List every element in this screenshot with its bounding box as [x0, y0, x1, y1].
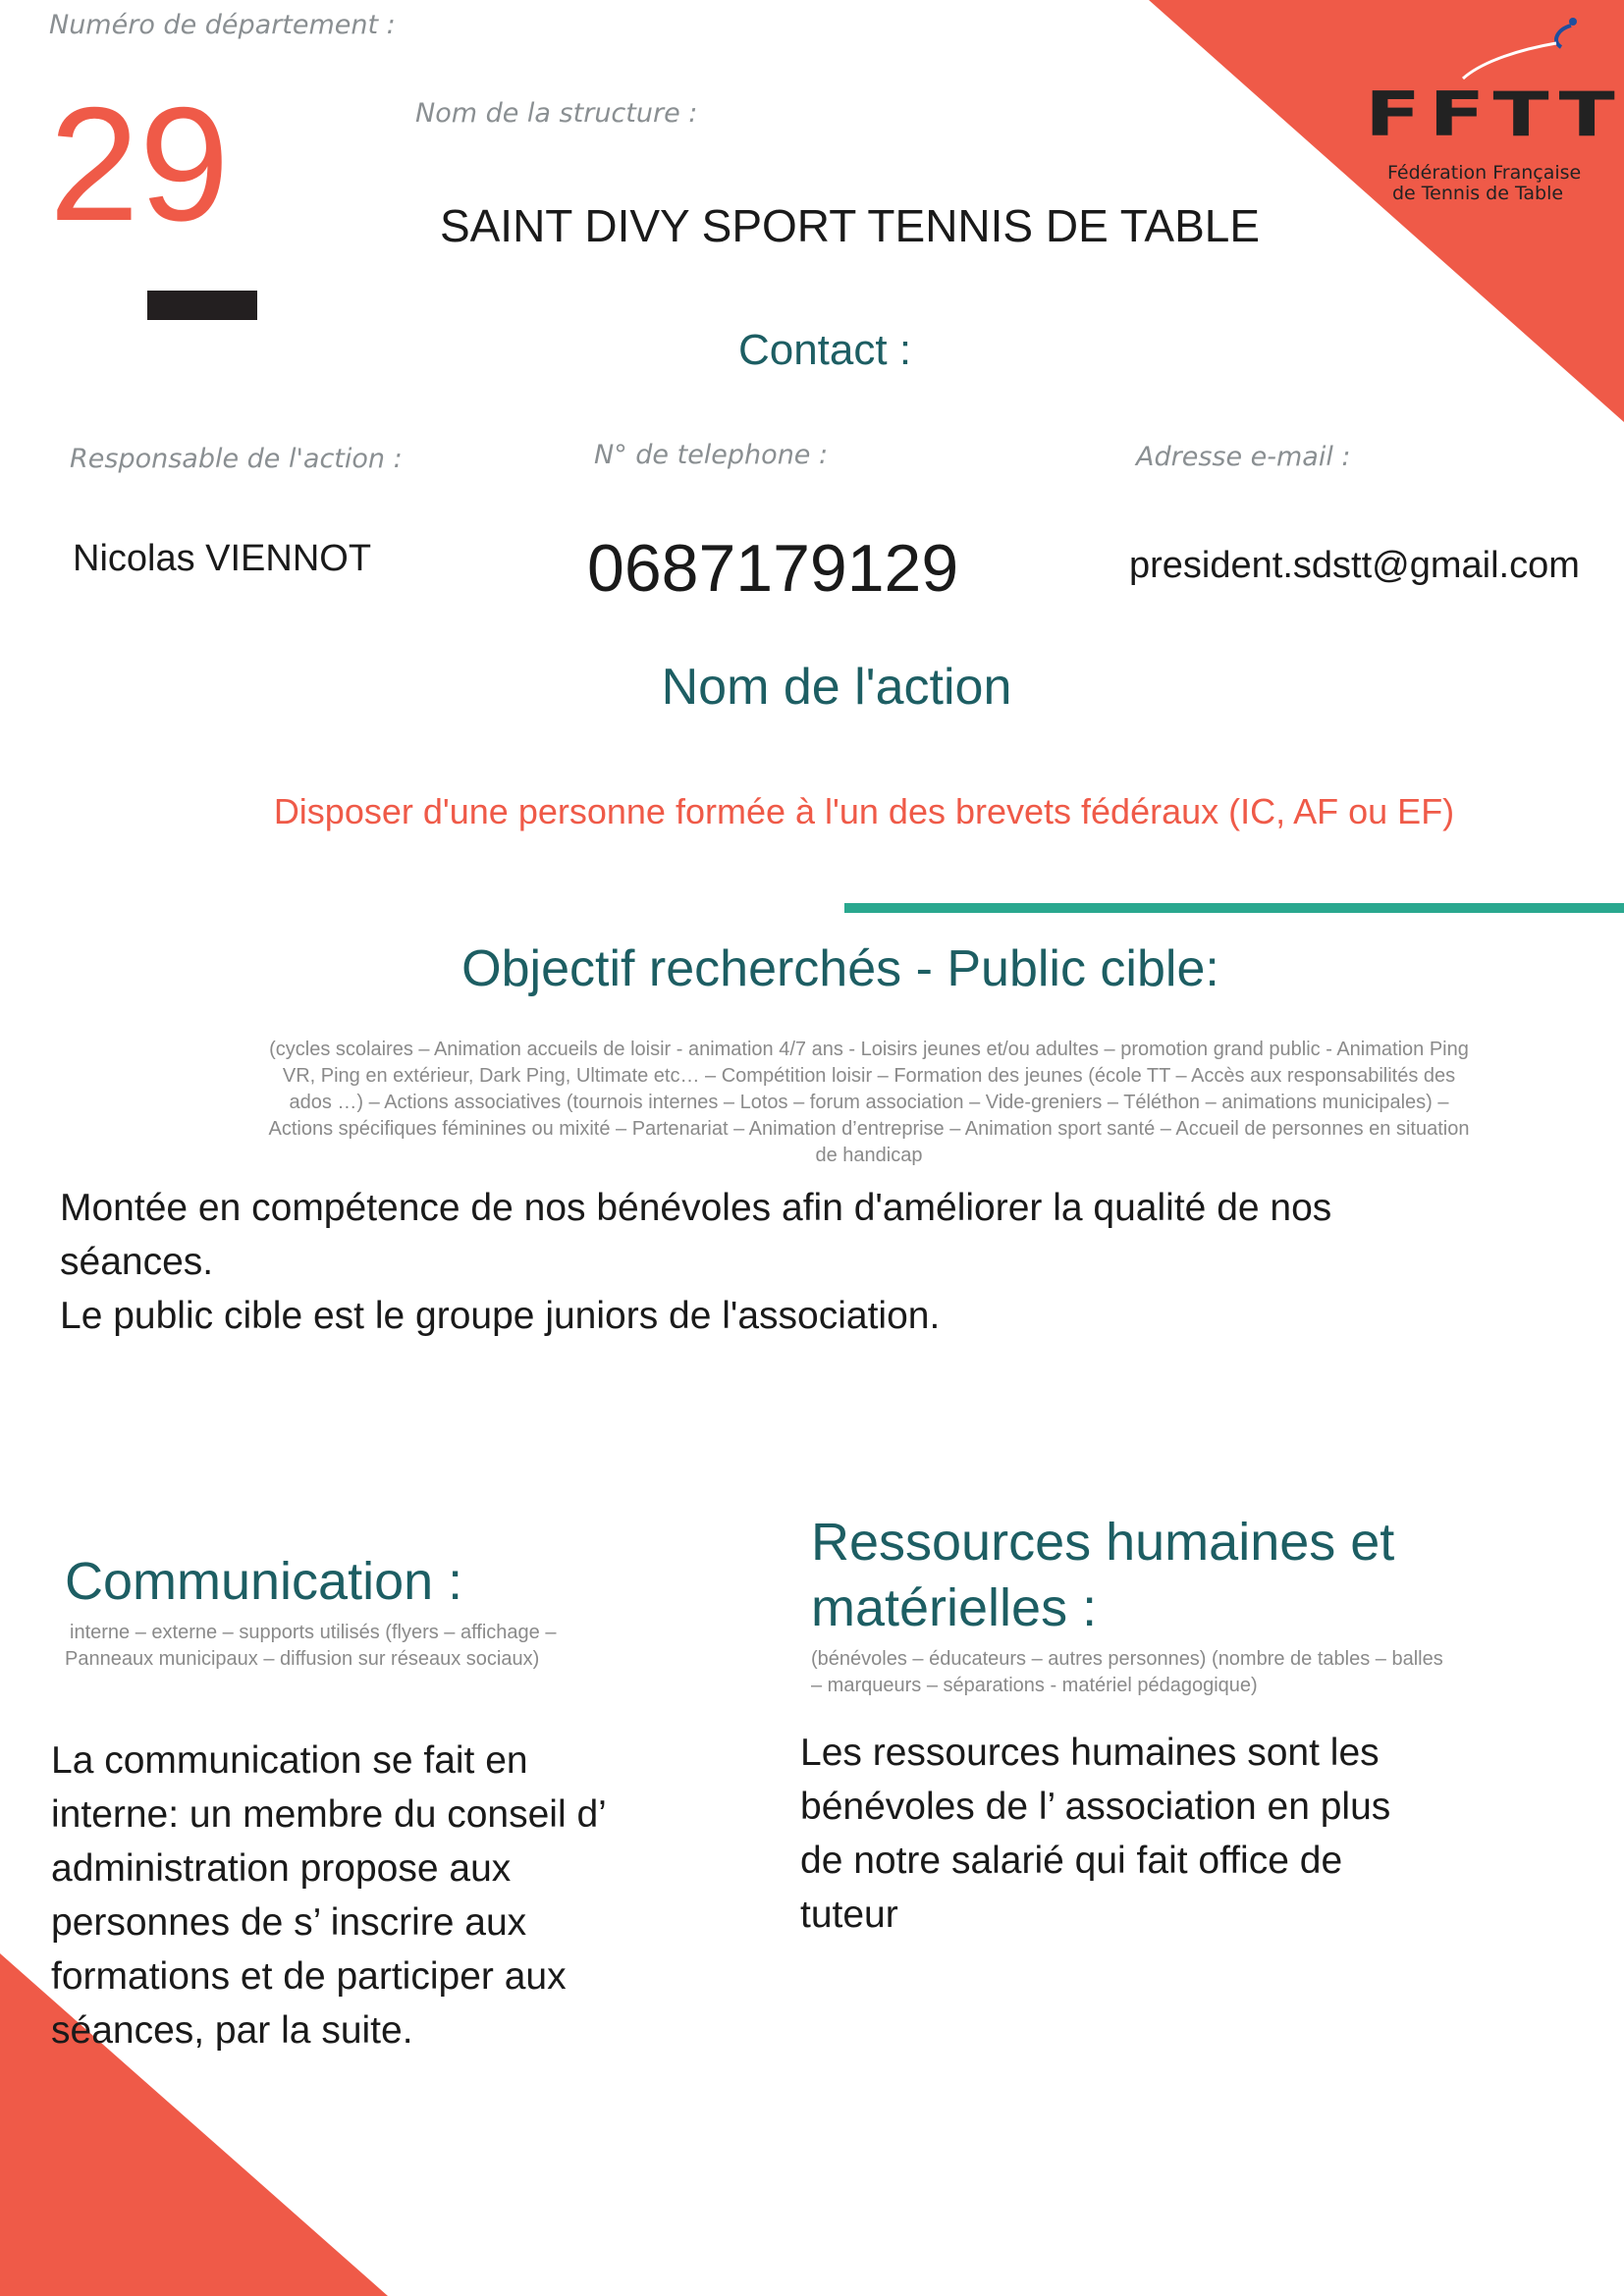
responsable-name: Nicolas VIENNOT	[73, 538, 372, 579]
communication-text-line: interne: un membre du conseil d’	[51, 1793, 607, 1836]
objectif-hint-line: VR, Ping en extérieur, Dark Ping, Ultimate etc… – Compétition loisir – Formation des jeunes (école TT – Accès aux responsabilités des	[282, 1065, 1456, 1087]
ressources-text-line: Les ressources humaines sont les	[800, 1732, 1380, 1774]
objectif-title: Objectif recherchés - Public cible:	[461, 940, 1219, 997]
communication-text-line: La communication se fait en	[51, 1739, 528, 1782]
logo-line1: Fédération Française	[1387, 162, 1582, 184]
ressources-text-line: tuteur	[800, 1894, 898, 1936]
ressources-title-line: matérielles :	[811, 1578, 1098, 1637]
objectif-text-line: Le public cible est le groupe juniors de l'association.	[60, 1295, 941, 1337]
objectif-text-line: Montée en compétence de nos bénévoles afin d'améliorer la qualité de nos	[60, 1187, 1332, 1229]
logo-letters: FFTT	[1365, 79, 1623, 150]
action-name: Disposer d'une personne formée à l'un des brevets fédéraux (IC, AF ou EF)	[273, 791, 1455, 831]
action-title: Nom de l'action	[661, 659, 1012, 716]
communication-text-line: séances, par la suite.	[51, 2009, 413, 2052]
department-bar	[147, 291, 257, 320]
objectif-text-line: séances.	[60, 1241, 214, 1283]
objectif-hint-line: (cycles scolaires – Animation accueils de loisir - animation 4/7 ans - Loisirs jeunes et/ou adultes – promotion grand public - Animation Ping	[269, 1039, 1469, 1060]
phone-label: N° de telephone :	[594, 440, 829, 470]
contact-title: Contact :	[737, 326, 912, 374]
teal-divider	[844, 903, 1624, 913]
email-address: president.sdstt@gmail.com	[1129, 545, 1580, 586]
ressources-text-line: de notre salarié qui fait office de	[800, 1840, 1343, 1882]
department-label: Numéro de département :	[49, 10, 396, 40]
phone-number: 0687179129	[587, 531, 959, 606]
communication-text-line: personnes de s’ inscrire aux	[51, 1901, 527, 1944]
ressources-title	[811, 1510, 1394, 1641]
objectif-text	[60, 1181, 1592, 1343]
responsable-label: Responsable de l'action :	[70, 444, 403, 474]
ressources-hint-line: (bénévoles – éducateurs – autres personnes) (nombre de tables – balles	[811, 1648, 1443, 1670]
ressources-title-line: Ressources humaines et	[811, 1513, 1395, 1572]
email-label: Adresse e-mail :	[1136, 442, 1351, 472]
structure-label: Nom de la structure :	[415, 98, 698, 129]
communication-title: Communication :	[65, 1552, 463, 1611]
objectif-hint	[128, 1037, 1610, 1169]
ressources-hint	[811, 1646, 1538, 1699]
objectif-hint-line: Actions spécifiques féminines ou mixité – Partenariat – Animation d’entreprise – Animation sport santé – Accueil de personnes en situation	[268, 1118, 1470, 1140]
communication-text-line: formations et de participer aux	[51, 1955, 567, 1998]
department-number: 29	[49, 74, 230, 254]
fftt-logo	[1355, 10, 1623, 206]
communication-text	[51, 1734, 699, 2057]
communication-text-line: administration propose aux	[51, 1847, 512, 1890]
communication-hint-line: interne – externe – supports utilisés (flyers – affichage –	[70, 1622, 557, 1643]
communication-hint-line: Panneaux municipaux – diffusion sur réseaux sociaux)	[65, 1648, 540, 1670]
objectif-hint-line: de handicap	[815, 1145, 923, 1166]
communication-hint	[65, 1620, 674, 1673]
structure-name: SAINT DIVY SPORT TENNIS DE TABLE	[439, 200, 1261, 251]
ressources-text-line: bénévoles de l’ association en plus	[800, 1786, 1391, 1828]
logo-line2: de Tennis de Table	[1392, 183, 1564, 204]
ressources-text	[800, 1726, 1488, 1942]
ressources-hint-line: – marqueurs – séparations - matériel pédagogique)	[811, 1675, 1258, 1696]
objectif-hint-line: ados …) – Actions associatives (tournois internes – Lotos – forum association – Vide-greniers – Téléthon – animations municipales) –	[289, 1092, 1449, 1113]
